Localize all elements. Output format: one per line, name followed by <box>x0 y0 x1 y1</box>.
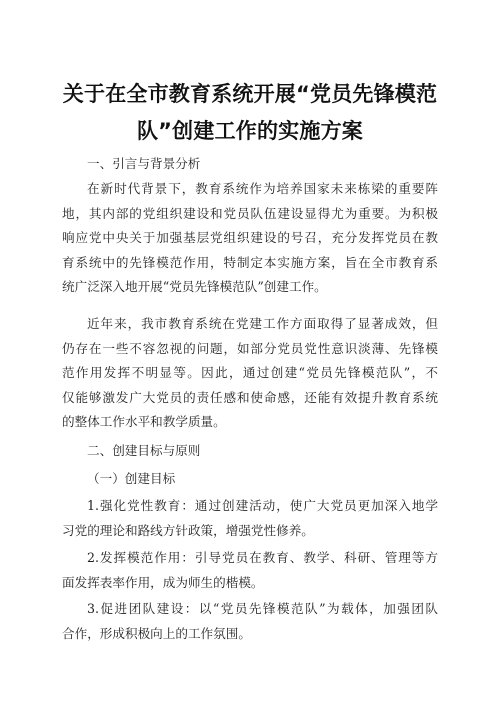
paragraph-line: 3.促进团队建设：以“党员先锋模范队”为载体，加强团队 <box>87 601 438 616</box>
paragraph-line: 统广泛深入地开展“党员先锋模范队”创建工作。 <box>62 279 327 294</box>
paragraph-line: 习党的理论和路线方针政策，增强党性修养。 <box>62 522 314 538</box>
intro-paragraph-1 <box>62 177 438 300</box>
goal-item-3 <box>62 597 438 646</box>
paragraph-line: 1.强化党性教育：通过创建活动，使广大党员更加深入地学 <box>87 498 438 513</box>
goal-item-2 <box>62 546 438 595</box>
paragraph-line: 仅能够激发广大党员的责任感和使命感，还能有效提升教育系统 <box>62 389 438 405</box>
intro-paragraph-2 <box>62 312 438 435</box>
paragraph-line: 合作，形成积极向上的工作氛围。 <box>62 625 251 641</box>
title-line-1: 关于在全市教育系统开展“党员先锋模范 <box>62 82 438 106</box>
paragraph-line: 地，其内部的党组织建设和党员队伍建设显得尤为重要。为积极 <box>62 205 438 221</box>
paragraph-line: 响应党中央关于加强基层党组织建设的号召，充分发挥党员在教 <box>62 230 438 245</box>
title-line-2: 队”创建工作的实施方案 <box>136 119 363 143</box>
paragraph-line: 仍存在一些不容忽视的问题，如部分党员党性意识淡薄、先锋模 <box>62 340 438 356</box>
paragraph-line: 的整体工作水平和教学质量。 <box>62 414 226 429</box>
paragraph-line: 2.发挥模范作用：引导党员在教育、教学、科研、管理等方 <box>87 550 438 565</box>
paragraph-line: 育系统中的先锋模范作用，特制定本实施方案，旨在全市教育系 <box>62 254 438 270</box>
paragraph-line: 近年来，我市教育系统在党建工作方面取得了显著成效，但 <box>87 316 438 331</box>
document-title <box>62 76 438 150</box>
paragraph-line: 范作用发挥不明显等。因此，通过创建“党员先锋模范队”，不 <box>62 365 438 380</box>
section-heading-intro: 一、引言与背景分析 <box>87 156 201 171</box>
section-heading-goals: 二、创建目标与原则 <box>87 443 201 458</box>
goal-item-1 <box>62 494 438 543</box>
paragraph-line: 面发挥表率作用，成为师生的楷模。 <box>62 574 264 590</box>
paragraph-line: 在新时代背景下，教育系统作为培养国家未来栋梁的重要阵 <box>87 181 438 196</box>
subsection-heading-goals: （一）创建目标 <box>87 471 176 486</box>
